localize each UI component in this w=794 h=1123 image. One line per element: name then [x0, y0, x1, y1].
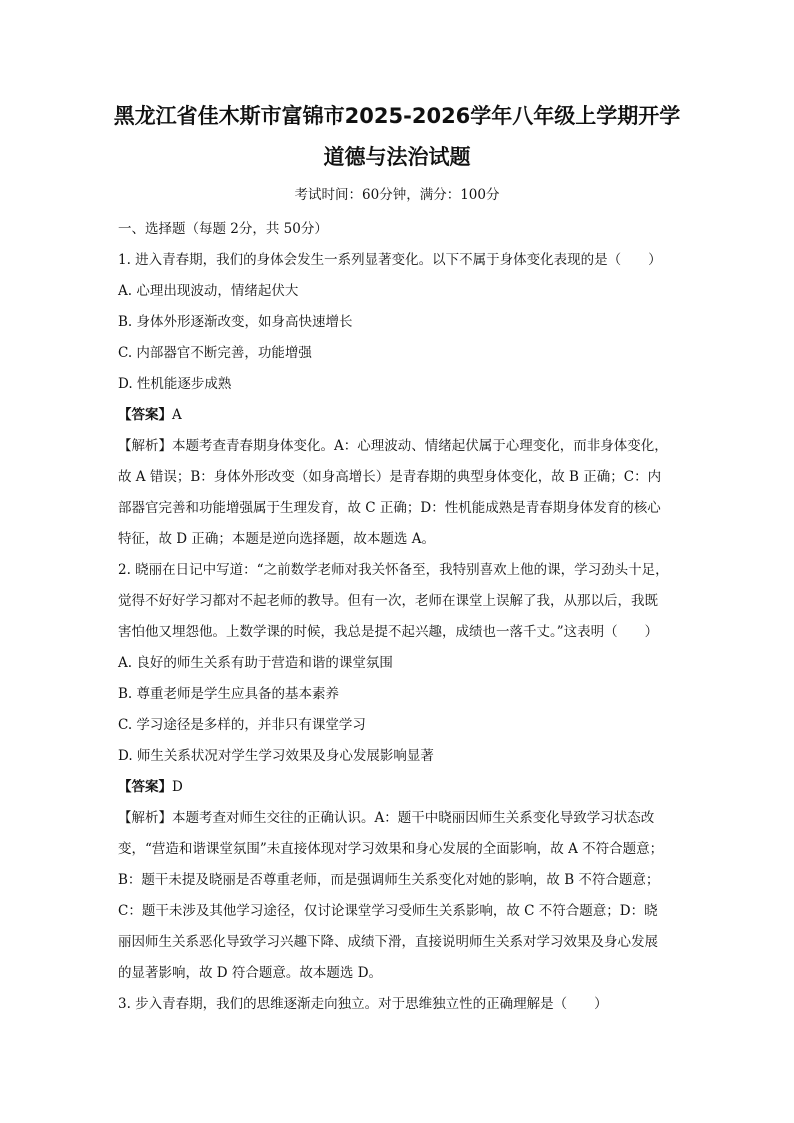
question-2-stem-line-2: 觉得不好好学习都对不起老师的教导。但有一次，老师在课堂上误解了我，从那以后，我既: [118, 593, 658, 609]
question-2-option-c: C. 学习途径是多样的，并非只有课堂学习: [118, 717, 366, 733]
question-1-option-d: D. 性机能逐步成熟: [118, 376, 232, 392]
document-title-line-2: 道德与法治试题: [323, 145, 471, 169]
question-2-analysis-line-1: 【解析】本题考查对师生交往的正确认识。A：题干中晓丽因师生关系变化导致学习状态改: [118, 810, 655, 826]
question-2-stem-line-3: 害怕他又埋怨他。上数学课的时候，我总是提不起兴趣，成绩也一落千丈。”这表明（ ）: [118, 624, 659, 640]
document-title-line-1: 黑龙江省佳木斯市富锦市2025-2026学年八年级上学期开学: [113, 104, 681, 128]
question-2-stem-line-1: 2. 晓丽在日记中写道：“之前数学老师对我关怀备至，我特别喜欢上他的课，学习劲头十足，: [118, 562, 669, 578]
question-1-option-c: C. 内部器官不断完善，功能增强: [118, 345, 312, 361]
question-2-analysis-line-4: C：题干未涉及其他学习途径，仅讨论课堂学习受师生关系影响，故 C 不符合题意；D：晓: [118, 903, 658, 919]
answer-label: 【答案】: [118, 407, 172, 423]
question-2-analysis-line-5: 丽因师生关系恶化导致学习兴趣下降、成绩下滑，直接说明师生关系对学习效果及身心发展: [118, 934, 658, 950]
section-heading: 一、选择题（每题 2分，共 50分）: [118, 221, 328, 237]
question-1-option-b: B. 身体外形逐渐改变，如身高快速增长: [118, 314, 353, 330]
question-2-option-b: B. 尊重老师是学生应具备的基本素养: [118, 686, 340, 702]
question-2-analysis-line-2: 变，“营造和谐课堂氛围”未直接体现对学习效果和身心发展的全面影响，故 A 不符合题意；: [118, 841, 664, 857]
question-2-analysis-line-6: 的显著影响，故 D 符合题意。故本题选 D。: [118, 965, 383, 981]
exam-info: 考试时间：60分钟，满分：100分: [294, 187, 500, 203]
question-2-option-d: D. 师生关系状况对学生学习效果及身心发展影响显著: [118, 748, 434, 764]
question-1-analysis-line-2: 故 A 错误；B：身体外形改变（如身高增长）是青春期的典型身体变化，故 B 正确；C：内: [118, 469, 662, 485]
question-3-stem: 3. 步入青春期，我们的思维逐渐走向独立。对于思维独立性的正确理解是（ ）: [118, 996, 608, 1012]
question-1-analysis-line-1: 【解析】本题考查青春期身体变化。A：心理波动、情绪起伏属于心理变化，而非身体变化，: [118, 438, 668, 454]
question-2-option-a: A. 良好的师生关系有助于营造和谐的课堂氛围: [118, 655, 393, 671]
question-1-analysis-line-3: 部器官完善和功能增强属于生理发育，故 C 正确；D：性机能成熟是青春期身体发育的核心: [118, 500, 661, 516]
question-1-option-a: A. 心理出现波动，情绪起伏大: [118, 283, 299, 299]
document-body: [118, 214, 682, 1020]
question-2-answer: [118, 772, 682, 803]
answer-value: A: [172, 407, 182, 423]
answer-value: D: [172, 779, 183, 795]
question-1-stem: 1. 进入青春期，我们的身体会发生一系列显著变化。以下不属于身体变化表现的是（ ）: [118, 252, 662, 268]
question-2-analysis-line-3: B：题干未提及晓丽是否尊重老师，而是强调师生关系变化对她的影响，故 B 不符合题意；: [118, 872, 660, 888]
question-1-analysis-line-4: 特征，故 D 正确；本题是逆向选择题，故本题选 A。: [118, 531, 435, 547]
answer-label: 【答案】: [118, 779, 172, 795]
question-1-answer: [118, 400, 682, 431]
